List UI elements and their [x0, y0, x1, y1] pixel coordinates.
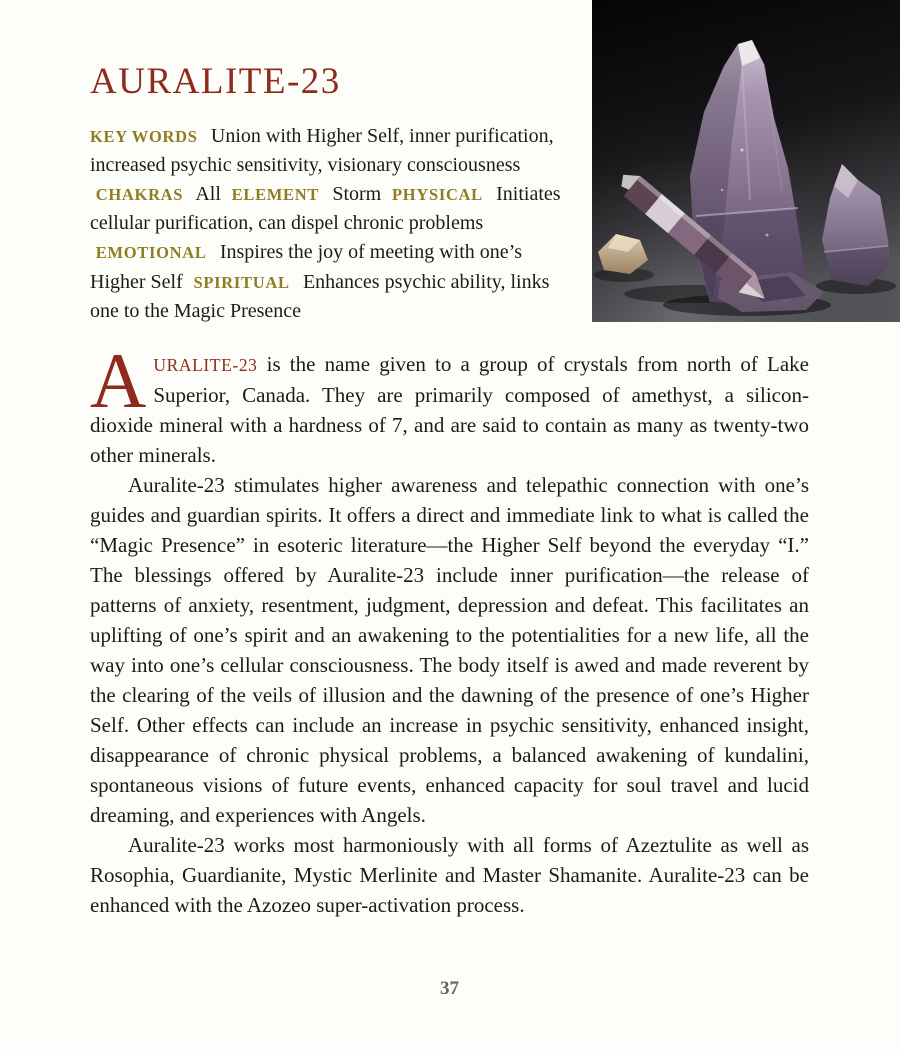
- property-text-chakras: All: [195, 182, 221, 205]
- property-label-key-words: KEY WORDS: [90, 126, 198, 146]
- property-text-key-words: Union with Higher Self, inner purification, increased psychic sensitivity, visionary consciousness: [90, 124, 554, 177]
- crystal-photo: [592, 0, 900, 322]
- property-label-spiritual: SPIRITUAL: [193, 272, 290, 292]
- keywords-block: [90, 122, 562, 326]
- property-label-chakras: CHAKRAS: [95, 184, 184, 204]
- property-label-physical: PHYSICAL: [392, 184, 483, 204]
- body-paragraph-3: Auralite-23 works most harmoniously with all forms of Azeztulite as well as Rosophia, Guardianite, Mystic Merlinite and Master Shamanite. Auralite-23 can be enhanced with the Azozeo super-activation process.: [90, 833, 809, 917]
- page-title: AURALITE-23: [90, 61, 341, 102]
- paragraph-1-text: is the name given to a group of crystals from north of Lake Superior, Canada. They are primarily composed of amethyst, a silicon-dioxide mineral with a hardness of 7, and are said to contain as many as twenty-two other minerals.: [90, 352, 809, 467]
- body-paragraph-2: Auralite-23 stimulates higher awareness and telepathic connection with one’s guides and guardian spirits. It offers a direct and immediate link to what is called the “Magic Presence” in esoteric literature—the Higher Self beyond the everyday “I.” The blessings offered by Auralite-23 include inner purification—the release of patterns of anxiety, resentment, judgment, depression and defeat. This facilitates an uplifting of one’s spirit and an awakening to the potentialities for a new life, all the way into one’s cellular consciousness. The body itself is awed and made reverent by the clearing of the veils of illusion and the dawning of the presence of one’s Higher Self. Other effects can include an increase in psychic sensitivity, enhanced insight, disappearance of chronic physical problems, a balanced awakening of kundalini, spontaneous visions of future events, enhanced capacity for soul travel and lucid dreaming, and experiences with Angels.: [90, 473, 809, 827]
- property-text-spiritual: Enhances psychic ability, links one to the Magic Presence: [90, 270, 550, 323]
- lead-small-caps: URALITE-23: [153, 355, 258, 375]
- page-number: 37: [440, 978, 459, 999]
- property-text-element: Storm: [332, 182, 382, 205]
- property-label-element: ELEMENT: [231, 184, 320, 204]
- property-text-physical: Initiates cellular purification, can dispel chronic problems: [90, 182, 561, 235]
- property-label-emotional: EMOTIONAL: [95, 243, 207, 263]
- drop-cap: A: [90, 337, 147, 424]
- body-paragraph-1: [90, 337, 809, 470]
- property-text-emotional: Inspires the joy of meeting with one’s Higher Self: [90, 241, 522, 293]
- body-text: [90, 337, 809, 920]
- lead-column: [90, 0, 562, 326]
